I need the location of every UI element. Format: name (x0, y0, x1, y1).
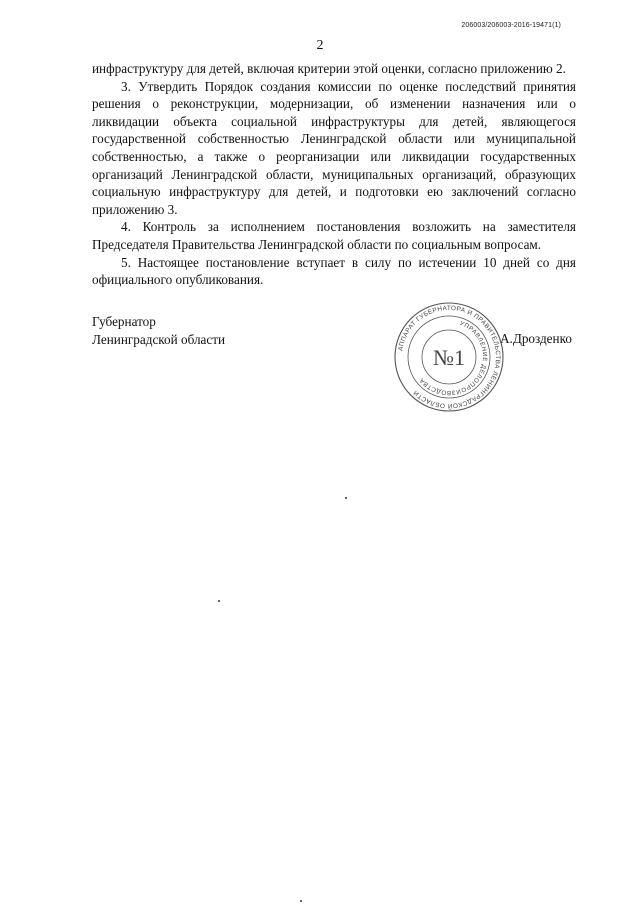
signatory-title (92, 313, 225, 349)
paragraph-item-5: 5. Настоящее постановление вступает в силу по истечении 10 дней со дня официального опубликования. (92, 254, 576, 288)
signatory-name: А.Дрозденко (500, 331, 572, 346)
signatory-title-line-1: Губернатор (92, 314, 156, 329)
scan-speck (345, 497, 347, 499)
scan-speck (300, 900, 302, 902)
document-body (92, 60, 576, 289)
paragraph-item-4: 4. Контроль за исполнением постановления возложить на заместителя Председателя Правительства Ленинградской области по социальным вопросам. (92, 219, 576, 252)
scan-speck (218, 600, 220, 602)
signatory-title-line-2: Ленинградской области (92, 332, 226, 347)
page-number: 2 (316, 38, 324, 53)
official-seal-stamp (393, 301, 505, 413)
seal-number: №1 (433, 345, 465, 370)
seal-inner-text: УПРАВЛЕНИЕ ДЕЛОПРОИЗВОДСТВА (418, 319, 489, 397)
paragraph-continuation: инфраструктуру для детей, включая критерии этой оценки, согласно приложению 2. (92, 61, 566, 76)
document-code: 206003/206003-2016-19471(1) (461, 22, 561, 29)
paragraph-item-3: 3. Утвердить Порядок создания комиссии по оценке последствий принятия решения о реконструкции, модернизации, об изменении назначения или о ликвидации объекта социальной инфраструктуры для детей, являющегося государственной собственностью Ленинградской области или муниципальной собственностью, а также о реорганизации или ликвидации государственных организаций Ленинградской области, муниципальных организаций, образующих социальную инфраструктуру для детей, и подготовки ею заключений согласно приложению 3. (92, 78, 576, 217)
seal-outer-text: АППАРАТ ГУБЕРНАТОРА И ПРАВИТЕЛЬСТВА ЛЕНИНГРАДСКОЙ ОБЛАСТИ (397, 304, 502, 410)
